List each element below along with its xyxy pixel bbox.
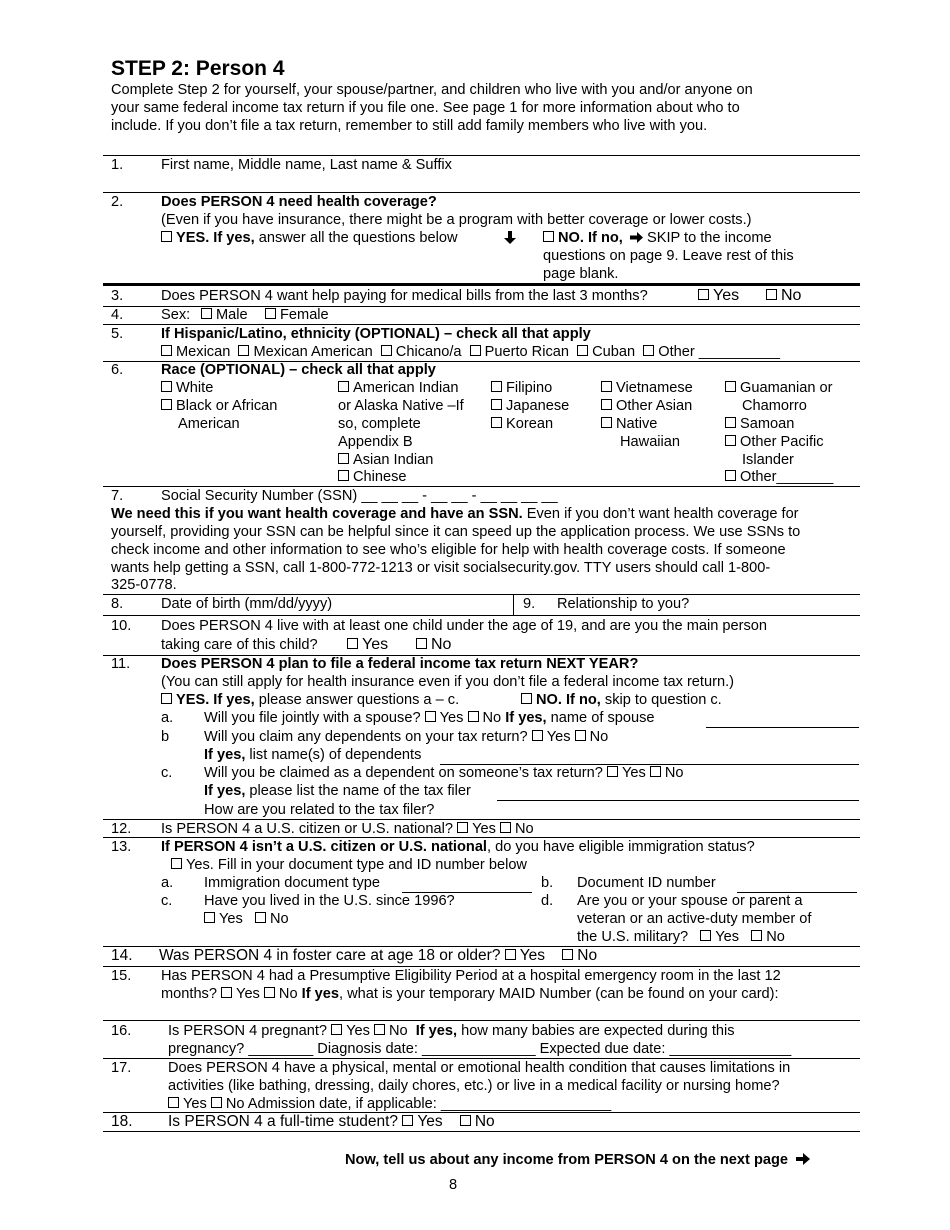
q11a-no[interactable]: No <box>468 710 502 726</box>
checkbox[interactable] <box>402 1115 413 1126</box>
q5-option-mexican[interactable]: Mexican <box>161 344 230 360</box>
q13d-line-2: veteran or an active-duty member of <box>577 911 812 927</box>
race-american-indian-line-3: so, complete <box>338 416 421 432</box>
q11-number: 11. <box>111 656 131 672</box>
race-vietnamese[interactable]: Vietnamese <box>601 379 693 397</box>
q10-question-line-1: Does PERSON 4 live with at least one child under the age of 19, and are you the main person <box>161 618 767 634</box>
q2-number: 2. <box>111 194 124 210</box>
arrow-right-icon <box>796 1153 810 1165</box>
checkbox[interactable] <box>468 711 479 722</box>
checkbox[interactable] <box>457 822 468 833</box>
q18-number: 18. <box>111 1113 133 1130</box>
q1-number: 1. <box>111 157 124 173</box>
q13d-line-1: Are you or your spouse or parent a <box>577 893 803 909</box>
checkbox[interactable] <box>725 417 736 428</box>
q11b-dependents-label: If yes, list name(s) of dependents <box>204 747 422 763</box>
q13d-no[interactable]: No <box>751 929 785 945</box>
q13a-doc-type-label: Immigration document type <box>204 875 381 891</box>
checkbox[interactable] <box>532 730 543 741</box>
q7-paragraph-line-2: yourself, providing your SSN can be helpful since it can speed up the application process. We use SSNs to <box>111 524 801 540</box>
checkbox[interactable] <box>161 399 172 410</box>
q12-no[interactable]: No <box>500 821 534 837</box>
q13c-label: c. <box>161 893 173 909</box>
q18-yes[interactable]: Yes <box>402 1113 442 1130</box>
q7-paragraph-line-1: We need this if you want health coverage and have an SSN. Even if you don’t want health coverage for <box>111 506 799 522</box>
q14-question: Was PERSON 4 in foster care at age 18 or older? Yes No <box>159 947 598 964</box>
q11-no-option[interactable]: NO. If no, skip to question c. <box>521 691 722 709</box>
race-black[interactable]: Black or African <box>161 397 277 415</box>
q12-number: 12. <box>111 821 132 837</box>
checkbox[interactable] <box>766 289 777 300</box>
q7-paragraph-line-5: 325-0778. <box>111 577 177 593</box>
divider <box>103 1020 860 1021</box>
checkbox[interactable] <box>331 1024 342 1035</box>
race-other-pacific[interactable]: Other Pacific <box>725 433 824 451</box>
q13d-label: d. <box>541 893 554 909</box>
intro-line-2: your same federal income tax return if you file one. See page 1 for more information about who to <box>111 100 740 116</box>
q2-yes-option[interactable]: YES. If yes, answer all the questions below <box>161 229 458 247</box>
q5-option-other[interactable]: Other __________ <box>643 344 780 360</box>
race-japanese[interactable]: Japanese <box>491 397 569 415</box>
checkbox[interactable] <box>338 453 349 464</box>
q15-line-1: Has PERSON 4 had a Presumptive Eligibility Period at a hospital emergency room in the last 12 <box>161 968 781 984</box>
q10-question-line-2: taking care of this child? <box>161 637 318 653</box>
q18-question: Is PERSON 4 a full-time student? Yes No <box>168 1113 495 1130</box>
q11b-yes[interactable]: Yes <box>532 729 571 745</box>
q4-sex-label: Sex: <box>161 307 191 323</box>
checkbox[interactable] <box>161 231 172 242</box>
q3-no-option[interactable]: No <box>766 287 801 305</box>
race-native-hawaiian[interactable]: Native <box>601 415 657 433</box>
q11b-label: b <box>161 729 170 745</box>
q16-line-1: Is PERSON 4 pregnant? Yes No If yes, how many babies are expected during this <box>168 1023 735 1039</box>
divider <box>103 283 860 286</box>
q13-yes-option[interactable]: Yes. Fill in your document type and ID number below <box>171 856 527 874</box>
checkbox[interactable] <box>425 711 436 722</box>
checkbox[interactable] <box>238 345 249 356</box>
checkbox[interactable] <box>161 381 172 392</box>
checkbox[interactable] <box>347 638 358 649</box>
q11a-yes[interactable]: Yes <box>425 710 464 726</box>
race-asian-indian[interactable]: Asian Indian <box>338 451 433 469</box>
race-guamanian[interactable]: Guamanian or <box>725 379 832 397</box>
q17-line-2: activities (like bathing, dressing, daily chores, etc.) or live in a medical facility or nursing home? <box>168 1078 780 1094</box>
q11b-no[interactable]: No <box>575 729 609 745</box>
q15-number: 15. <box>111 968 132 984</box>
admission-date-field[interactable]: Admission date, if applicable: _____________________ <box>247 1096 612 1112</box>
q7-ssn-field[interactable]: Social Security Number (SSN) __ __ __ - __ __ - __ __ __ __ <box>161 488 558 504</box>
checkbox[interactable] <box>698 289 709 300</box>
q16-yes[interactable]: Yes <box>331 1023 370 1039</box>
q13c-yes[interactable]: Yes <box>204 911 243 927</box>
q6-number: 6. <box>111 362 124 378</box>
spouse-name-input[interactable] <box>706 727 859 728</box>
q17-number: 17. <box>111 1060 132 1076</box>
q13b-label: b. <box>541 875 554 891</box>
tax-filer-input[interactable] <box>497 800 859 801</box>
checkbox[interactable] <box>161 345 172 356</box>
q10-yes-option[interactable]: Yes <box>347 636 388 654</box>
q13d-line-3: the U.S. military? Yes No <box>577 929 785 945</box>
next-page-instruction: Now, tell us about any income from PERSON 4 on the next page <box>345 1151 810 1169</box>
checkbox[interactable] <box>381 345 392 356</box>
q13-number: 13. <box>111 839 132 855</box>
checkbox[interactable] <box>491 417 502 428</box>
q17-no[interactable]: No <box>211 1096 245 1112</box>
q11-subtitle: (You can still apply for health insurance even if you don’t file a federal income tax return.) <box>161 674 734 690</box>
q10-number: 10. <box>111 618 132 634</box>
checkbox[interactable] <box>562 949 573 960</box>
checkbox[interactable] <box>607 766 618 777</box>
race-other-asian[interactable]: Other Asian <box>601 397 692 415</box>
checkbox[interactable] <box>204 912 215 923</box>
checkbox[interactable] <box>201 308 212 319</box>
checkbox[interactable] <box>265 308 276 319</box>
checkbox[interactable] <box>374 1024 385 1035</box>
page-number: 8 <box>449 1177 458 1193</box>
arrow-right-icon <box>630 232 643 243</box>
q13c-no[interactable]: No <box>255 911 289 927</box>
checkbox[interactable] <box>416 638 427 649</box>
q4-female-option[interactable]: Female <box>265 306 329 324</box>
checkbox[interactable] <box>491 381 502 392</box>
race-black-line-2: American <box>178 416 240 432</box>
q11c-relation-label: How are you related to the tax filer? <box>204 802 435 818</box>
checkbox[interactable] <box>338 381 349 392</box>
checkbox[interactable] <box>575 730 586 741</box>
q11c-label: c. <box>161 765 173 781</box>
q14-number: 14. <box>111 947 133 964</box>
q17-yes[interactable]: Yes <box>168 1096 207 1112</box>
q13a-label: a. <box>161 875 174 891</box>
race-other[interactable]: Other_______ <box>725 468 833 486</box>
q13b-doc-id-label: Document ID number <box>577 875 716 891</box>
checkbox[interactable] <box>505 949 516 960</box>
column-divider <box>513 595 514 615</box>
checkbox[interactable] <box>255 912 266 923</box>
checkbox[interactable] <box>211 1097 222 1108</box>
checkbox[interactable] <box>601 417 612 428</box>
checkbox[interactable] <box>650 766 661 777</box>
q13c-options <box>204 910 289 928</box>
checkbox[interactable] <box>460 1115 471 1126</box>
q11c-tax-filer-label: If yes, please list the name of the tax filer <box>204 783 471 799</box>
q4-number: 4. <box>111 307 124 323</box>
divider <box>103 1131 860 1132</box>
q12-question: Is PERSON 4 a U.S. citizen or U.S. national? Yes No <box>161 821 534 837</box>
checkbox[interactable] <box>725 470 736 481</box>
checkbox[interactable] <box>171 858 182 869</box>
q13d-yes[interactable]: Yes <box>700 929 739 945</box>
race-samoan[interactable]: Samoan <box>725 415 794 433</box>
q13-question: If PERSON 4 isn’t a U.S. citizen or U.S. national, do you have eligible immigration status? <box>161 839 755 855</box>
q11-title: Does PERSON 4 plan to file a federal income tax return NEXT YEAR? <box>161 656 639 672</box>
checkbox[interactable] <box>543 231 554 242</box>
q5-option-cuban[interactable]: Cuban <box>577 344 635 360</box>
q2-title: Does PERSON 4 need health coverage? <box>161 194 437 210</box>
race-chinese[interactable]: Chinese <box>338 468 407 486</box>
page-title: STEP 2: Person 4 <box>111 57 285 80</box>
checkbox[interactable] <box>643 345 654 356</box>
checkbox[interactable] <box>577 345 588 356</box>
checkbox[interactable] <box>521 693 532 704</box>
q5-option-mexican-american[interactable]: Mexican American <box>238 344 372 360</box>
q2-no-line-3: page blank. <box>543 266 619 282</box>
q7-number: 7. <box>111 488 124 504</box>
q17-line-1: Does PERSON 4 have a physical, mental or emotional health condition that causes limitations in <box>168 1060 791 1076</box>
checkbox[interactable] <box>161 693 172 704</box>
q11c-question: Will you be claimed as a dependent on someone’s tax return? Yes No <box>204 765 684 781</box>
divider <box>103 615 860 616</box>
intro-line-1: Complete Step 2 for yourself, your spouse/partner, and children who live with you and/or anyone on <box>111 82 753 98</box>
race-other-pacific-line-2: Islander <box>742 452 794 468</box>
checkbox[interactable] <box>500 822 511 833</box>
q17-line-3 <box>168 1095 611 1113</box>
checkbox[interactable] <box>221 987 232 998</box>
checkbox[interactable] <box>264 987 275 998</box>
q3-question: Does PERSON 4 want help paying for medical bills from the last 3 months? <box>161 288 648 304</box>
race-american-indian-line-4: Appendix B <box>338 434 413 450</box>
q2-no-line-2: questions on page 9. Leave rest of this <box>543 248 794 264</box>
checkbox[interactable] <box>601 399 612 410</box>
q11-yes-option[interactable]: YES. If yes, please answer questions a – c. <box>161 691 459 709</box>
q5-option-chicano[interactable]: Chicano/a <box>381 344 462 360</box>
q14-yes[interactable]: Yes <box>505 947 545 964</box>
q15-no[interactable]: No <box>264 986 298 1002</box>
race-korean[interactable]: Korean <box>491 415 553 433</box>
q11c-yes[interactable]: Yes <box>607 765 646 781</box>
q3-yes-option[interactable]: Yes <box>698 287 739 305</box>
intro-line-3: include. If you don’t file a tax return, remember to still add family members who live with you. <box>111 118 708 134</box>
q15-line-2: months? Yes No If yes, what is your temporary MAID Number (can be found on your card): <box>161 986 779 1002</box>
q1-name-field-label: First name, Middle name, Last name & Suffix <box>161 157 452 173</box>
race-guamanian-line-2: Chamorro <box>742 398 807 414</box>
q6-title: Race (OPTIONAL) – check all that apply <box>161 362 436 378</box>
q10-no-option[interactable]: No <box>416 636 451 654</box>
race-american-indian[interactable]: American Indian <box>338 379 458 397</box>
race-native-hawaiian-line-2: Hawaiian <box>620 434 681 450</box>
checkbox[interactable] <box>601 381 612 392</box>
q16-no[interactable]: No <box>374 1023 408 1039</box>
checkbox[interactable] <box>751 930 762 941</box>
checkbox[interactable] <box>700 930 711 941</box>
q11c-no[interactable]: No <box>650 765 684 781</box>
q16-number: 16. <box>111 1023 132 1039</box>
q16-line-2[interactable]: pregnancy? ________ Diagnosis date: ______________ Expected due date: _______________ <box>168 1041 792 1057</box>
q5-option-puerto-rican[interactable]: Puerto Rican <box>470 344 569 360</box>
race-white[interactable]: White <box>161 379 213 397</box>
q8-number: 8. <box>111 596 124 612</box>
q5-options <box>161 343 780 361</box>
q7-paragraph-line-4: wants help getting a SSN, call 1-800-772-1213 or visit socialsecurity.gov. TTY users should call 1-800- <box>111 560 771 576</box>
q7-paragraph-line-3: check income and other information to see who’s eligible for help with health coverage costs. If someone <box>111 542 786 558</box>
checkbox[interactable] <box>491 399 502 410</box>
q8-dob-field-label: Date of birth (mm/dd/yyyy) <box>161 596 333 612</box>
q3-number: 3. <box>111 288 124 304</box>
q9-number: 9. <box>523 596 536 612</box>
q11a-label: a. <box>161 710 174 726</box>
checkbox[interactable] <box>725 435 736 446</box>
checkbox[interactable] <box>725 381 736 392</box>
q2-no-option[interactable]: NO. If no, SKIP to the income <box>543 229 772 247</box>
q13c-question: Have you lived in the U.S. since 1996? <box>204 893 455 909</box>
q2-subtitle: (Even if you have insurance, there might be a program with better coverage or lower costs.) <box>161 212 752 228</box>
q9-relationship-field-label: Relationship to you? <box>557 596 690 612</box>
arrow-down-icon <box>503 231 517 245</box>
q5-title: If Hispanic/Latino, ethnicity (OPTIONAL) – check all that apply <box>161 326 591 342</box>
q11a-question: Will you file jointly with a spouse? Yes No If yes, name of spouse <box>204 710 655 726</box>
q5-number: 5. <box>111 326 124 342</box>
q18-no[interactable]: No <box>460 1113 495 1130</box>
race-american-indian-line-2: or Alaska Native –If <box>338 398 464 414</box>
checkbox[interactable] <box>470 345 481 356</box>
q11b-question: Will you claim any dependents on your tax return? Yes No <box>204 729 609 745</box>
checkbox[interactable] <box>168 1097 179 1108</box>
q14-no[interactable]: No <box>562 947 597 964</box>
q4-male-option[interactable]: Male <box>201 306 248 324</box>
q15-yes[interactable]: Yes <box>221 986 260 1002</box>
race-filipino[interactable]: Filipino <box>491 379 552 397</box>
checkbox[interactable] <box>338 470 349 481</box>
q12-yes[interactable]: Yes <box>457 821 496 837</box>
